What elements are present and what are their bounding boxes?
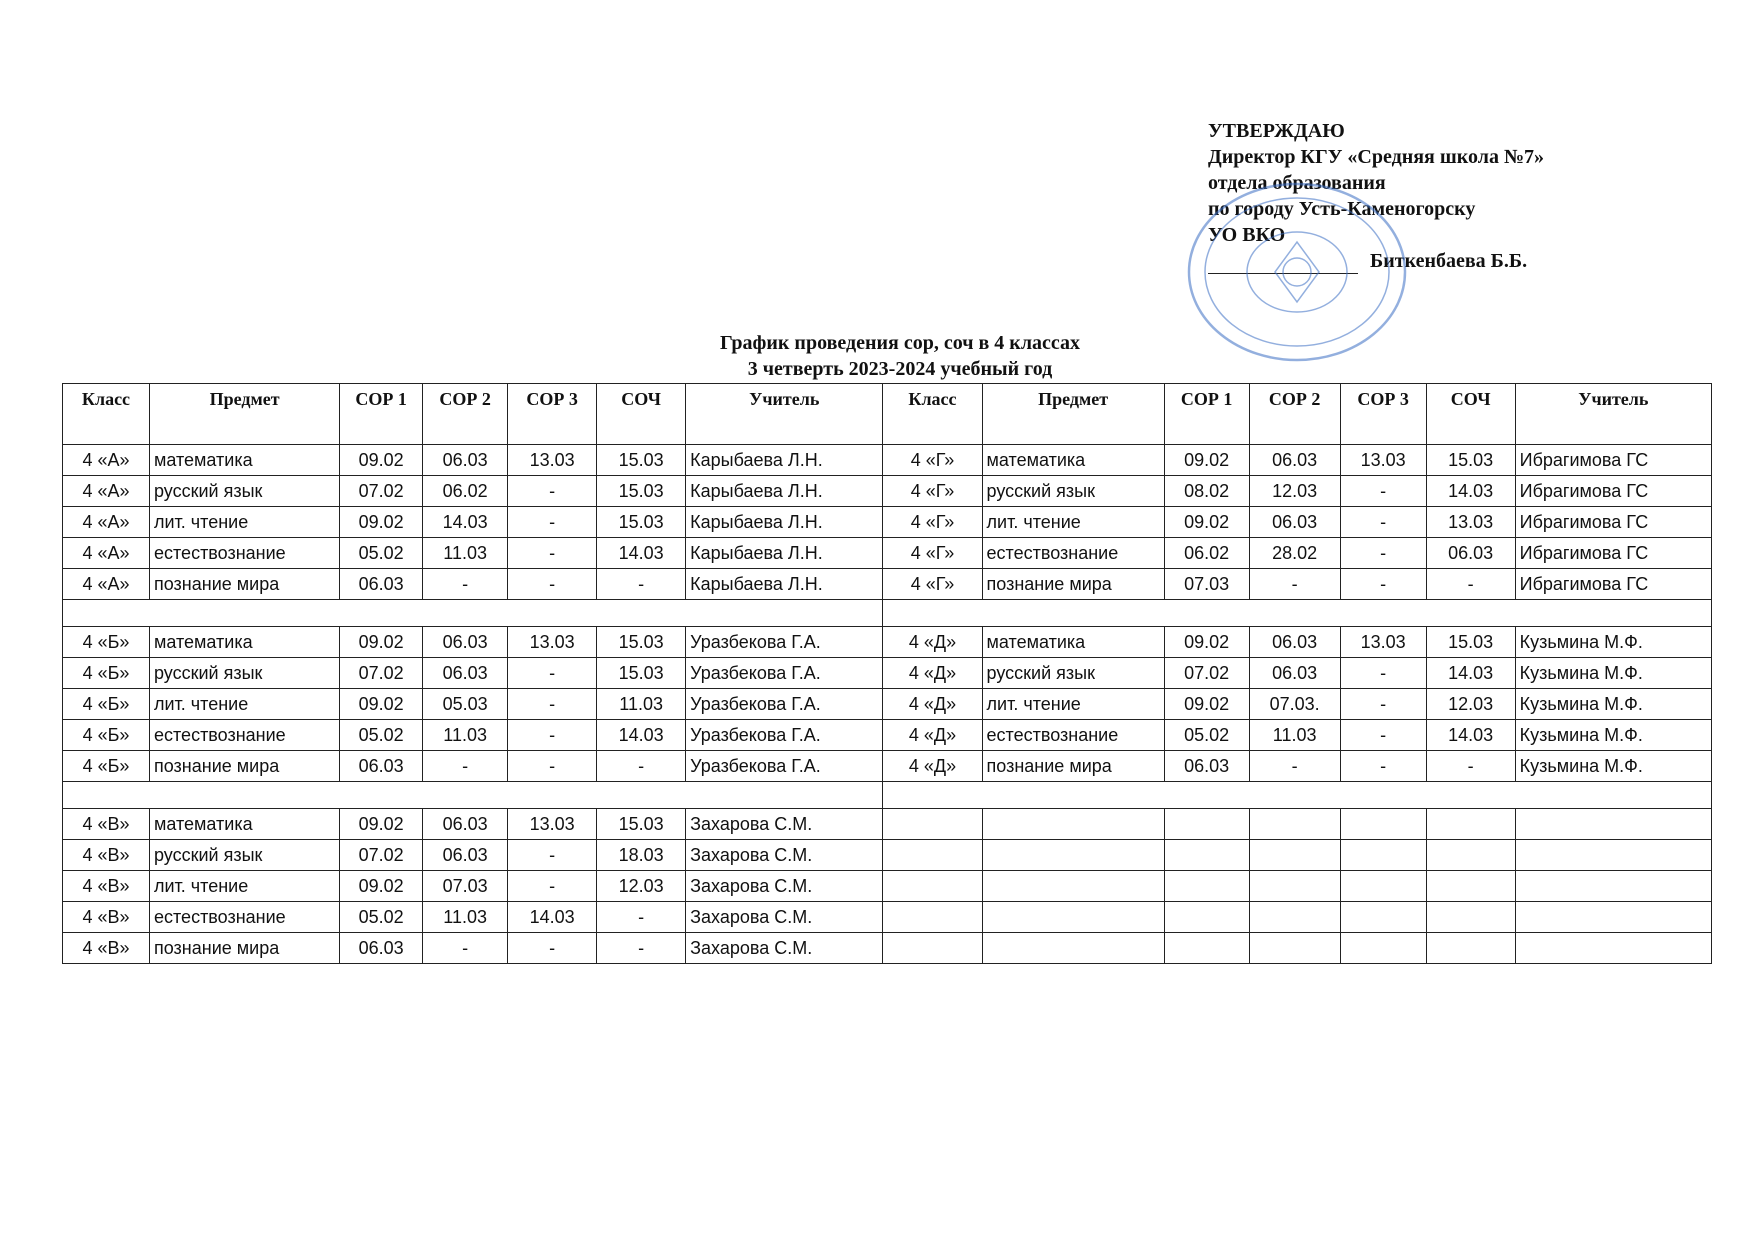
table-cell: лит. чтение xyxy=(982,689,1164,720)
table-cell: 4 «Д» xyxy=(883,627,982,658)
table-cell xyxy=(982,933,1164,964)
table-cell: 11.03 xyxy=(423,902,508,933)
table-cell: - xyxy=(1249,751,1340,782)
table-row xyxy=(63,538,1712,569)
table-row xyxy=(63,658,1712,689)
table-cell: 14.03 xyxy=(1426,476,1515,507)
table-cell: 14.03 xyxy=(1426,720,1515,751)
table-cell: 4 «А» xyxy=(63,476,150,507)
table-cell: 06.03 xyxy=(423,627,508,658)
table-cell: 4 «Б» xyxy=(63,751,150,782)
column-header: Учитель xyxy=(686,384,883,445)
column-header: Класс xyxy=(63,384,150,445)
table-cell: - xyxy=(508,933,597,964)
table-cell: Захарова С.М. xyxy=(686,933,883,964)
table-cell: 07.02 xyxy=(1164,658,1249,689)
table-cell: 13.03 xyxy=(508,809,597,840)
table-cell xyxy=(1164,871,1249,902)
table-cell: - xyxy=(1340,720,1426,751)
table-row xyxy=(63,627,1712,658)
table-cell xyxy=(1340,871,1426,902)
table-cell: Карыбаева Л.Н. xyxy=(686,569,883,600)
table-cell: 06.03 xyxy=(340,751,423,782)
table-cell: 4 «А» xyxy=(63,445,150,476)
table-cell: 09.02 xyxy=(340,871,423,902)
table-cell: 15.03 xyxy=(597,627,686,658)
table-cell: 4 «Г» xyxy=(883,569,982,600)
table-row xyxy=(63,751,1712,782)
table-cell: 06.03 xyxy=(423,658,508,689)
column-header: СОР 3 xyxy=(1340,384,1426,445)
table-cell: - xyxy=(1340,476,1426,507)
column-header: СОР 2 xyxy=(1249,384,1340,445)
table-cell: - xyxy=(1426,569,1515,600)
table-cell: 07.02 xyxy=(340,476,423,507)
table-cell: русский язык xyxy=(982,658,1164,689)
table-cell xyxy=(883,809,982,840)
table-cell: - xyxy=(508,751,597,782)
table-cell: познание мира xyxy=(150,569,340,600)
table-cell: - xyxy=(1340,751,1426,782)
table-cell: 06.03 xyxy=(1426,538,1515,569)
table-cell: 05.02 xyxy=(340,538,423,569)
table-cell xyxy=(1426,809,1515,840)
table-cell: 06.03 xyxy=(340,569,423,600)
table-cell: 4 «Б» xyxy=(63,720,150,751)
title-line-2: 3 четверть 2023-2024 учебный год xyxy=(747,358,1053,380)
table-cell: 06.03 xyxy=(340,933,423,964)
table-cell: 09.02 xyxy=(1164,507,1249,538)
column-header: СОР 1 xyxy=(1164,384,1249,445)
table-cell: 4 «В» xyxy=(63,840,150,871)
table-cell: - xyxy=(597,933,686,964)
column-header: Класс xyxy=(883,384,982,445)
table-cell: 06.03 xyxy=(1249,445,1340,476)
table-cell: Ибрагимова ГС xyxy=(1515,476,1711,507)
table-cell: естествознание xyxy=(982,720,1164,751)
column-header: СОР 2 xyxy=(423,384,508,445)
table-cell: - xyxy=(508,871,597,902)
table-cell xyxy=(1426,840,1515,871)
table-cell: 06.02 xyxy=(1164,538,1249,569)
table-cell: 09.02 xyxy=(340,809,423,840)
table-cell: познание мира xyxy=(982,751,1164,782)
signature-row xyxy=(1208,248,1544,274)
table-cell: - xyxy=(508,840,597,871)
table-cell: - xyxy=(423,751,508,782)
table-cell: - xyxy=(508,658,597,689)
table-cell: Уразбекова Г.А. xyxy=(686,627,883,658)
table-cell: математика xyxy=(150,809,340,840)
table-row xyxy=(63,840,1712,871)
table-cell: 4 «Д» xyxy=(883,720,982,751)
table-cell: Кузьмина М.Ф. xyxy=(1515,658,1711,689)
table-cell: Ибрагимова ГС xyxy=(1515,569,1711,600)
table-row xyxy=(63,809,1712,840)
table-cell: - xyxy=(1340,658,1426,689)
table-cell xyxy=(1249,840,1340,871)
table-row xyxy=(63,689,1712,720)
table-cell: 09.02 xyxy=(1164,689,1249,720)
table-cell: познание мира xyxy=(150,751,340,782)
separator-cell xyxy=(63,600,883,627)
table-cell: 09.02 xyxy=(340,507,423,538)
table-cell: 06.02 xyxy=(423,476,508,507)
column-header: Предмет xyxy=(982,384,1164,445)
table-cell xyxy=(1164,902,1249,933)
table-cell xyxy=(1164,840,1249,871)
column-header: Учитель xyxy=(1515,384,1711,445)
separator-row xyxy=(63,782,1712,809)
table-cell: 4 «А» xyxy=(63,569,150,600)
table-cell xyxy=(1515,902,1711,933)
table-cell xyxy=(982,871,1164,902)
separator-cell xyxy=(883,600,1712,627)
table-cell: естествознание xyxy=(150,720,340,751)
table-cell xyxy=(1340,840,1426,871)
table-row xyxy=(63,720,1712,751)
separator-row xyxy=(63,600,1712,627)
table-cell: 28.02 xyxy=(1249,538,1340,569)
column-header: СОР 3 xyxy=(508,384,597,445)
table-cell: - xyxy=(1340,507,1426,538)
table-cell: Захарова С.М. xyxy=(686,902,883,933)
table-cell: 4 «Г» xyxy=(883,476,982,507)
column-header: СОЧ xyxy=(1426,384,1515,445)
table-cell: познание мира xyxy=(150,933,340,964)
table-cell xyxy=(1426,902,1515,933)
table-cell: 13.03 xyxy=(508,445,597,476)
table-cell: 13.03 xyxy=(1340,627,1426,658)
approval-city: по городу Усть-Каменогорску xyxy=(1208,198,1476,220)
table-cell: 05.03 xyxy=(423,689,508,720)
table-cell: математика xyxy=(982,627,1164,658)
table-cell: - xyxy=(597,902,686,933)
table-cell xyxy=(1249,871,1340,902)
table-cell: русский язык xyxy=(150,658,340,689)
table-cell xyxy=(883,902,982,933)
table-cell: - xyxy=(597,751,686,782)
table-cell: 4 «В» xyxy=(63,809,150,840)
table-cell: Карыбаева Л.Н. xyxy=(686,538,883,569)
table-cell: Кузьмина М.Ф. xyxy=(1515,720,1711,751)
table-cell: Кузьмина М.Ф. xyxy=(1515,627,1711,658)
table-cell: 05.02 xyxy=(340,720,423,751)
table-cell: Захарова С.М. xyxy=(686,809,883,840)
separator-cell xyxy=(63,782,883,809)
table-cell: 07.02 xyxy=(340,840,423,871)
table-cell: Уразбекова Г.А. xyxy=(686,720,883,751)
table-cell: 12.03 xyxy=(597,871,686,902)
table-cell: 07.03 xyxy=(423,871,508,902)
table-cell: - xyxy=(1340,689,1426,720)
table-cell: 09.02 xyxy=(340,445,423,476)
table-cell: математика xyxy=(982,445,1164,476)
header-row xyxy=(63,384,1712,445)
table-cell: 13.03 xyxy=(1426,507,1515,538)
table-cell: - xyxy=(508,538,597,569)
separator-cell xyxy=(883,782,1712,809)
table-cell: 11.03 xyxy=(1249,720,1340,751)
table-cell: - xyxy=(508,476,597,507)
table-cell: 06.03 xyxy=(1249,658,1340,689)
table-cell: Ибрагимова ГС xyxy=(1515,507,1711,538)
table-cell: лит. чтение xyxy=(150,507,340,538)
table-row xyxy=(63,871,1712,902)
table-row xyxy=(63,569,1712,600)
table-cell: 14.03 xyxy=(597,720,686,751)
table-cell: 4 «А» xyxy=(63,507,150,538)
table-cell: 08.02 xyxy=(1164,476,1249,507)
approval-authority: УО ВКО xyxy=(1208,224,1286,246)
table-cell xyxy=(1340,809,1426,840)
table-cell: 14.03 xyxy=(423,507,508,538)
approval-department: отдела образования xyxy=(1208,172,1386,194)
table-row xyxy=(63,445,1712,476)
table-cell: - xyxy=(1340,569,1426,600)
table-cell: 4 «Д» xyxy=(883,751,982,782)
table-cell: 12.03 xyxy=(1426,689,1515,720)
table-cell: - xyxy=(423,569,508,600)
table-cell: Карыбаева Л.Н. xyxy=(686,445,883,476)
table-cell: - xyxy=(1426,751,1515,782)
table-cell: математика xyxy=(150,627,340,658)
table-cell: 11.03 xyxy=(423,720,508,751)
table-cell xyxy=(1249,933,1340,964)
table-cell: 15.03 xyxy=(597,658,686,689)
table-cell xyxy=(982,840,1164,871)
table-cell: русский язык xyxy=(150,840,340,871)
table-cell: 07.03 xyxy=(1164,569,1249,600)
table-cell: русский язык xyxy=(150,476,340,507)
table-cell xyxy=(883,840,982,871)
table-cell xyxy=(1515,871,1711,902)
title-line-1: График проведения сор, соч в 4 классах xyxy=(719,332,1081,354)
table-cell xyxy=(1426,871,1515,902)
table-cell: - xyxy=(423,933,508,964)
approval-block xyxy=(1208,118,1544,274)
table-cell: 06.03 xyxy=(423,445,508,476)
table-cell xyxy=(1515,933,1711,964)
table-cell: 4 «Б» xyxy=(63,658,150,689)
table-cell: 15.03 xyxy=(1426,445,1515,476)
table-cell: 06.03 xyxy=(423,809,508,840)
table-cell: 4 «Б» xyxy=(63,627,150,658)
table-cell: - xyxy=(597,569,686,600)
table-cell: 14.03 xyxy=(1426,658,1515,689)
table-cell xyxy=(1426,933,1515,964)
table-cell: 06.03 xyxy=(1249,507,1340,538)
table-cell: 09.02 xyxy=(340,689,423,720)
table-cell: естествознание xyxy=(150,902,340,933)
table-cell: 14.03 xyxy=(597,538,686,569)
table-cell: 4 «Г» xyxy=(883,538,982,569)
table-cell: лит. чтение xyxy=(150,871,340,902)
table-cell: 18.03 xyxy=(597,840,686,871)
table-cell: 4 «А» xyxy=(63,538,150,569)
table-cell: 06.03 xyxy=(423,840,508,871)
table-cell: познание мира xyxy=(982,569,1164,600)
table-cell xyxy=(1164,809,1249,840)
table-cell: русский язык xyxy=(982,476,1164,507)
table-cell: лит. чтение xyxy=(150,689,340,720)
column-header: СОЧ xyxy=(597,384,686,445)
table-cell: Кузьмина М.Ф. xyxy=(1515,751,1711,782)
table-cell: математика xyxy=(150,445,340,476)
table-row xyxy=(63,476,1712,507)
table-cell: 15.03 xyxy=(597,507,686,538)
table-cell: лит. чтение xyxy=(982,507,1164,538)
signatory-name: Биткенбаева Б.Б. xyxy=(1370,250,1528,272)
table-cell: Уразбекова Г.А. xyxy=(686,658,883,689)
table-cell xyxy=(883,933,982,964)
table-cell: 4 «Д» xyxy=(883,658,982,689)
table-cell xyxy=(1249,902,1340,933)
table-cell: Ибрагимова ГС xyxy=(1515,445,1711,476)
table-cell: 11.03 xyxy=(423,538,508,569)
table-cell: 11.03 xyxy=(597,689,686,720)
table-cell: 15.03 xyxy=(597,809,686,840)
table-cell: - xyxy=(1340,538,1426,569)
table-cell: 09.02 xyxy=(340,627,423,658)
column-header: Предмет xyxy=(150,384,340,445)
table-cell: Уразбекова Г.А. xyxy=(686,751,883,782)
table-cell: Ибрагимова ГС xyxy=(1515,538,1711,569)
schedule-table xyxy=(62,383,1712,964)
table-cell: Захарова С.М. xyxy=(686,871,883,902)
table-cell: Уразбекова Г.А. xyxy=(686,689,883,720)
table-cell: 4 «Г» xyxy=(883,507,982,538)
table-cell: 15.03 xyxy=(1426,627,1515,658)
table-cell xyxy=(1340,933,1426,964)
table-cell xyxy=(1515,809,1711,840)
table-cell xyxy=(883,871,982,902)
table-cell: естествознание xyxy=(982,538,1164,569)
signature-line xyxy=(1208,253,1358,274)
document-title xyxy=(630,330,1170,382)
table-row xyxy=(63,902,1712,933)
table-cell: Захарова С.М. xyxy=(686,840,883,871)
table-cell: - xyxy=(1249,569,1340,600)
table-cell: 12.03 xyxy=(1249,476,1340,507)
table-cell: Карыбаева Л.Н. xyxy=(686,476,883,507)
table-cell xyxy=(1249,809,1340,840)
table-cell: 07.02 xyxy=(340,658,423,689)
table-cell: 14.03 xyxy=(508,902,597,933)
table-cell: 09.02 xyxy=(1164,627,1249,658)
table-cell: 15.03 xyxy=(597,476,686,507)
table-cell: естествознание xyxy=(150,538,340,569)
table-cell: 13.03 xyxy=(1340,445,1426,476)
table-cell: 06.03 xyxy=(1249,627,1340,658)
table-cell: - xyxy=(508,689,597,720)
approval-position: Директор КГУ «Средняя школа №7» xyxy=(1208,146,1545,168)
table-cell: 4 «В» xyxy=(63,933,150,964)
table-cell: Карыбаева Л.Н. xyxy=(686,507,883,538)
table-cell: 09.02 xyxy=(1164,445,1249,476)
table-cell: 05.02 xyxy=(340,902,423,933)
table-cell xyxy=(1515,840,1711,871)
table-cell xyxy=(982,809,1164,840)
column-header: СОР 1 xyxy=(340,384,423,445)
table-cell: 13.03 xyxy=(508,627,597,658)
table-cell: Кузьмина М.Ф. xyxy=(1515,689,1711,720)
table-cell xyxy=(982,902,1164,933)
table-cell: - xyxy=(508,569,597,600)
table-cell: 4 «Б» xyxy=(63,689,150,720)
table-row xyxy=(63,507,1712,538)
table-row xyxy=(63,933,1712,964)
table-cell xyxy=(1340,902,1426,933)
table-cell: 4 «В» xyxy=(63,902,150,933)
table-cell: 05.02 xyxy=(1164,720,1249,751)
approval-heading: УТВЕРЖДАЮ xyxy=(1208,120,1345,142)
table-cell: 4 «В» xyxy=(63,871,150,902)
table-cell: - xyxy=(508,720,597,751)
table-cell xyxy=(1164,933,1249,964)
table-cell: 15.03 xyxy=(597,445,686,476)
table-cell: - xyxy=(508,507,597,538)
table-cell: 4 «Г» xyxy=(883,445,982,476)
table-cell: 4 «Д» xyxy=(883,689,982,720)
table-cell: 06.03 xyxy=(1164,751,1249,782)
table-cell: 07.03. xyxy=(1249,689,1340,720)
